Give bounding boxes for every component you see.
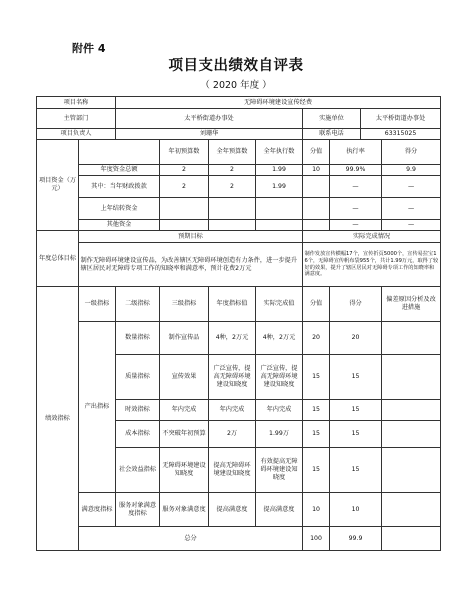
actual-cell: 1.99万 [256,421,303,448]
funds-header: 全年预算数 [209,140,256,165]
level2-cell: 服务对象满意度指标 [116,493,160,527]
total-label: 总分 [79,527,303,551]
funds-cell [209,220,256,231]
funds-cell: — [382,220,441,231]
expected-goal-text: 制作无障碍环境建设宣传品，为改善辖区无障碍环境创造有力条件，进一步提升辖区居民对无障碍专项工作的知晓率和满意率，预计花费2万元 [79,243,303,287]
got-cell: 10 [330,493,382,527]
funds-cell: — [382,198,441,220]
phone-value: 63315025 [361,129,441,140]
funds-row [37,198,441,220]
dept-label: 主管部门 [37,109,116,129]
output-indicator-label: 产出指标 [79,322,116,493]
unit-value: 太平桥街道办事处 [361,109,441,129]
level2-header: 二级指标 [116,287,160,322]
indicator-row [37,493,441,527]
owner-label: 项目负责人 [37,129,116,140]
goals-header-row [37,231,441,243]
got-header: 得分 [330,287,382,322]
level3-cell: 制作宣传品 [160,322,209,355]
funds-cell: — [330,198,382,220]
got-cell: 15 [330,400,382,421]
reason-cell [382,421,441,448]
funds-cell: 2 [160,176,209,198]
actual-cell: 广泛宣传，提高无障碍环境建设知晓度 [256,355,303,400]
funds-header-row [37,140,441,165]
owner-row [37,129,441,140]
funds-cell: — [330,176,382,198]
score-cell: 15 [303,355,330,400]
funds-cell: 1.99 [256,176,303,198]
funds-cell [209,198,256,220]
score-cell: 10 [303,493,330,527]
unit-label: 实施单位 [303,109,361,129]
expected-goal-label: 预期目标 [79,231,303,243]
funds-header: 分值 [303,140,330,165]
level2-cell: 社会效益指标 [116,448,160,493]
level2-cell: 质量指标 [116,355,160,400]
page-title: 项目支出绩效自评表 [168,58,304,74]
level3-cell: 年内完成 [160,400,209,421]
funds-cell: 9.9 [382,165,441,176]
funds-row [37,176,441,198]
actual-cell: 有效提高无障碍环境建设知晓度 [256,448,303,493]
funds-cell [160,198,209,220]
got-cell: 15 [330,448,382,493]
total-row [37,527,441,551]
reason-header: 偏差原因分析及改进措施 [382,287,441,322]
project-name-value: 无障碍环境建设宣传经费 [116,97,441,109]
attachment-label: 附件 4 [72,42,106,55]
level3-cell: 无障碍环境建设知晓度 [160,448,209,493]
indicators-label: 绩效指标 [37,287,79,551]
level2-cell: 数量指标 [116,322,160,355]
funds-cell: 2 [209,176,256,198]
target-header: 年度指标值 [209,287,256,322]
score-cell: 15 [303,448,330,493]
funds-row [37,165,441,176]
target-cell: 4种，2万元 [209,322,256,355]
funds-cell [160,220,209,231]
target-cell: 提高满意度 [209,493,256,527]
level3-cell: 宣传效果 [160,355,209,400]
goals-label: 年度总体目标 [37,231,79,287]
level3-cell: 服务对象满意度 [160,493,209,527]
got-cell: 15 [330,421,382,448]
funds-cell [303,220,330,231]
total-score: 100 [303,527,330,551]
funds-cell [303,176,330,198]
got-cell: 15 [330,355,382,400]
funds-row-label: 上年结转资金 [79,198,160,220]
funds-cell: 1.99 [256,165,303,176]
project-name-label: 项目名称 [37,97,116,109]
funds-label: 项目资金（万元） [37,140,79,231]
evaluation-table [36,96,441,551]
level2-cell: 时效指标 [116,400,160,421]
score-cell: 15 [303,400,330,421]
level3-header: 三级指标 [160,287,209,322]
reason-cell [382,400,441,421]
target-cell: 2万 [209,421,256,448]
level3-cell: 不突破年初预算 [160,421,209,448]
funds-cell [256,220,303,231]
funds-cell: 99.9% [330,165,382,176]
funds-header: 得分 [382,140,441,165]
total-got: 99.9 [330,527,382,551]
funds-cell [256,198,303,220]
indicators-header-row [37,287,441,322]
score-cell: 20 [303,322,330,355]
funds-cell [303,198,330,220]
funds-row [37,220,441,231]
funds-cell: — [330,220,382,231]
actual-goal-label: 实际完成情况 [303,231,441,243]
target-cell: 提高无障碍环境建设知晓度 [209,448,256,493]
reason-cell [382,355,441,400]
goals-content-row [37,243,441,287]
funds-cell: — [382,176,441,198]
year-subtitle: （ 2020 年度 ） [200,80,272,91]
score-header: 分值 [303,287,330,322]
level2-cell: 成本指标 [116,421,160,448]
target-cell: 年内完成 [209,400,256,421]
dept-row [37,109,441,129]
funds-row-label: 其中：当年财政拨款 [79,176,160,198]
funds-header: 年初预算数 [160,140,209,165]
phone-label: 联系电话 [303,129,361,140]
funds-cell: 2 [160,165,209,176]
target-cell: 广泛宣传，提高无障碍环境建设知晓度 [209,355,256,400]
reason-cell [382,493,441,527]
funds-header: 执行率 [330,140,382,165]
actual-cell: 提高满意度 [256,493,303,527]
indicator-row [37,322,441,355]
got-cell: 20 [330,322,382,355]
owner-value: 刘珊华 [116,129,303,140]
funds-row-label: 年度资金总额 [79,165,160,176]
funds-row-label: 其他资金 [79,220,160,231]
project-name-row [37,97,441,109]
reason-cell [382,322,441,355]
actual-cell: 4种，2万元 [256,322,303,355]
funds-cell: 2 [209,165,256,176]
dept-value: 太平桥街道办事处 [116,109,303,129]
actual-goal-text: 制作发放宣传横幅17个，宣传折页5000个，宣传易拉宝16个，无障碍宣传帆布袋955个，共计1.99万元，取得了较好的效果，提升了辖区居民对无障碍专项工作的知晓率和满意度。 [303,243,441,287]
actual-header: 实际完成值 [256,287,303,322]
level1-header: 一级指标 [79,287,116,322]
funds-cell: 10 [303,165,330,176]
reason-cell [382,448,441,493]
funds-header: 全年执行数 [256,140,303,165]
actual-cell: 年内完成 [256,400,303,421]
score-cell: 15 [303,421,330,448]
satisfaction-indicator-label: 满意度指标 [79,493,116,527]
